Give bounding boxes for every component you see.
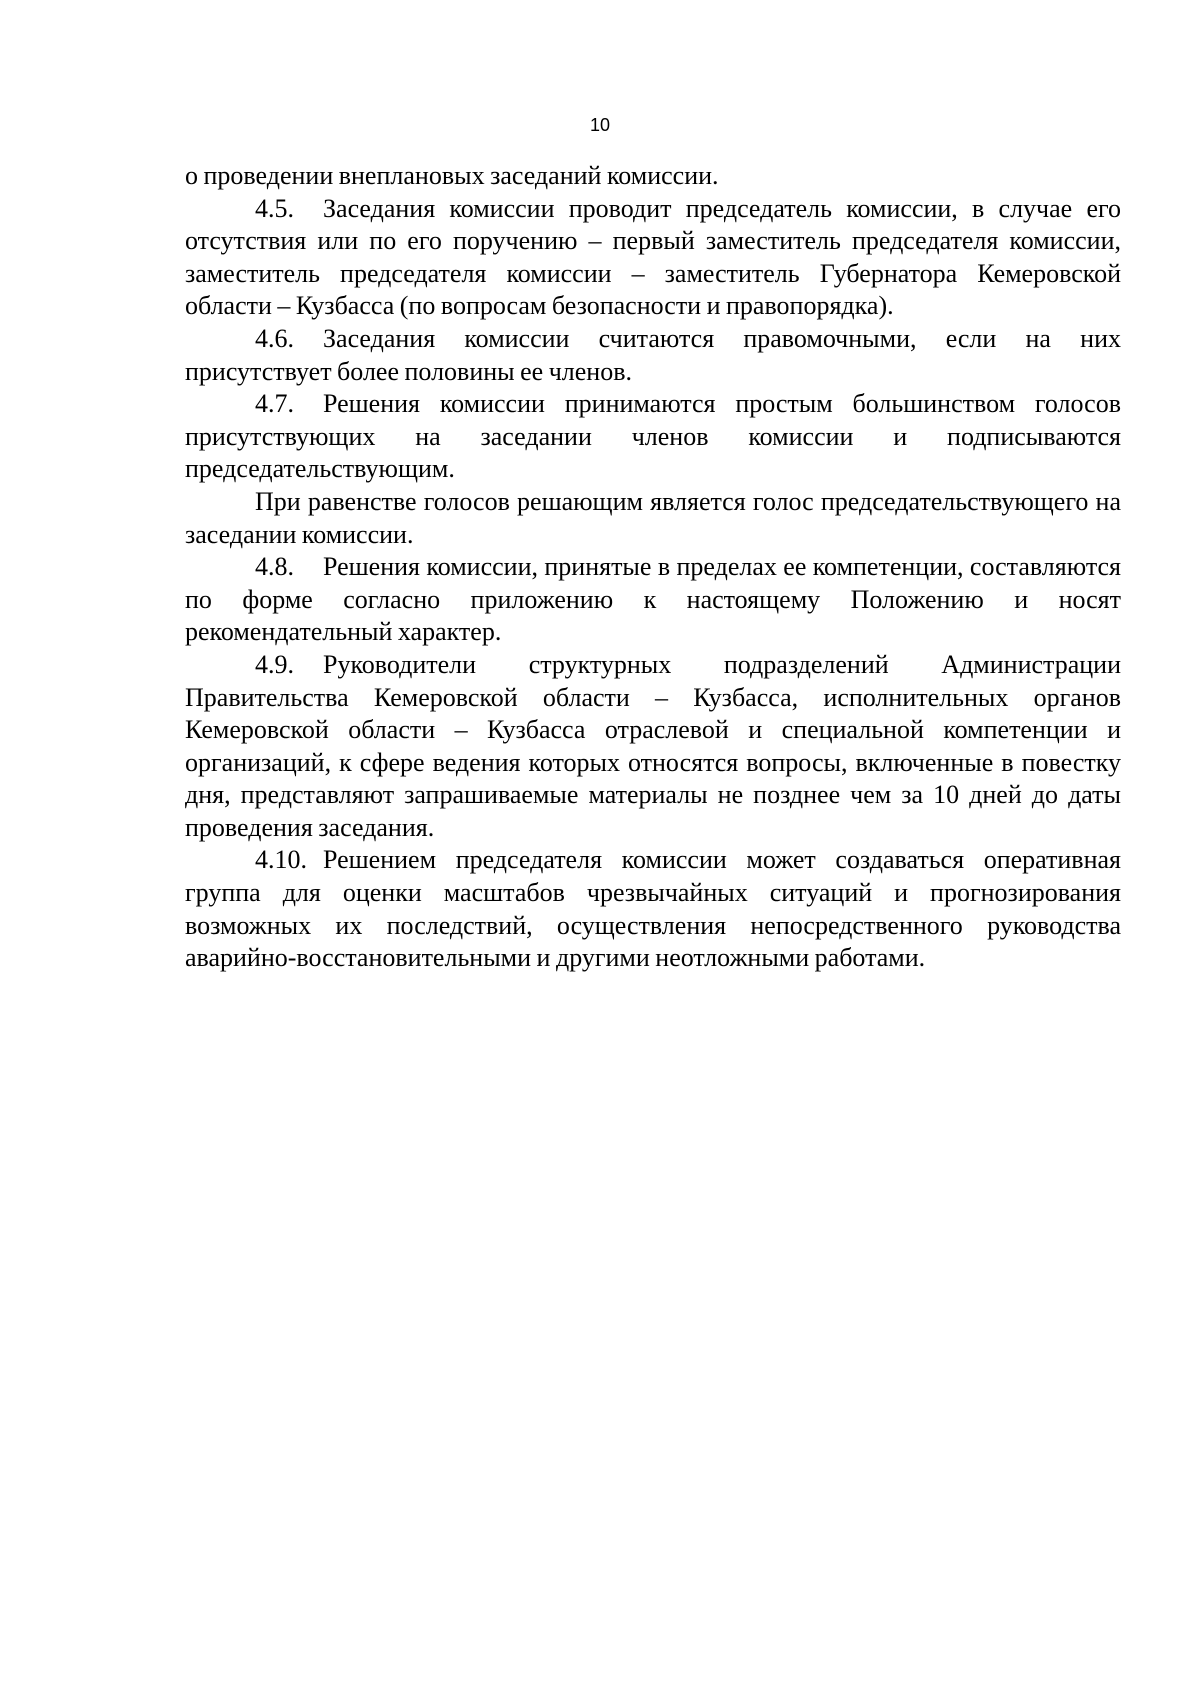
paragraph-tie-vote — [185, 486, 1121, 551]
paragraph-number: 4.7. — [255, 389, 294, 419]
paragraph-text: Решением председателя комиссии может создаваться оперативная группа для оценки масштабов чрезвычайных ситуаций и прогнозирования возможных их последствий, осуществления непосредственного руководства аварийно-восстановительными и другими неотложными работами. — [185, 845, 1121, 973]
paragraph-text: Заседания комиссии проводит председатель комиссии, в случае его отсутствия или по его поручению – первый заместитель председателя комиссии, заместитель председателя комиссии – заместитель Губернатора Кемеровской области – Кузбасса (по вопросам безопасности и правопорядка). — [185, 193, 1121, 321]
page-number: 10 — [589, 115, 611, 135]
paragraph-text: Решения комиссии принимаются простым большинством голосов присутствующих на заседании членов комиссии и подписываются председательствующим. — [185, 389, 1121, 484]
paragraph-continuation — [185, 160, 1121, 193]
paragraph-text: При равенстве голосов решающим является голос председательствующего на заседании комиссии. — [185, 486, 1121, 549]
paragraph-number: 4.8. — [255, 552, 294, 582]
paragraph-4-8 — [185, 551, 1121, 649]
paragraph-text: о проведении внеплановых заседаний комиссии. — [185, 161, 719, 190]
paragraph-number: 4.10. — [255, 845, 307, 875]
paragraph-4-10 — [185, 844, 1121, 974]
paragraph-4-7 — [185, 388, 1121, 486]
paragraph-4-9 — [185, 649, 1121, 845]
paragraph-number: 4.6. — [255, 323, 294, 353]
paragraph-4-5 — [185, 193, 1121, 323]
paragraph-text: Решения комиссии, принятые в пределах ее компетенции, составляются по форме согласно приложению к настоящему Положению и носят рекомендательный характер. — [185, 552, 1121, 647]
paragraph-number: 4.5. — [255, 193, 294, 223]
paragraph-number: 4.9. — [255, 649, 294, 679]
document-body — [185, 160, 1121, 975]
paragraph-text: Заседания комиссии считаются правомочными, если на них присутствует более половины ее членов. — [185, 323, 1121, 386]
paragraph-4-6 — [185, 323, 1121, 388]
paragraph-text: Руководители структурных подразделений Администрации Правительства Кемеровской области – Кузбасса, исполнительных органов Кемеровской области – Кузбасса отраслевой и специальной компетенции и организаций, к сфере ведения которых относятся вопросы, включенные в повестку дня, представляют запрашиваемые материалы не позднее чем за 10 дней до даты проведения заседания. — [185, 649, 1121, 842]
